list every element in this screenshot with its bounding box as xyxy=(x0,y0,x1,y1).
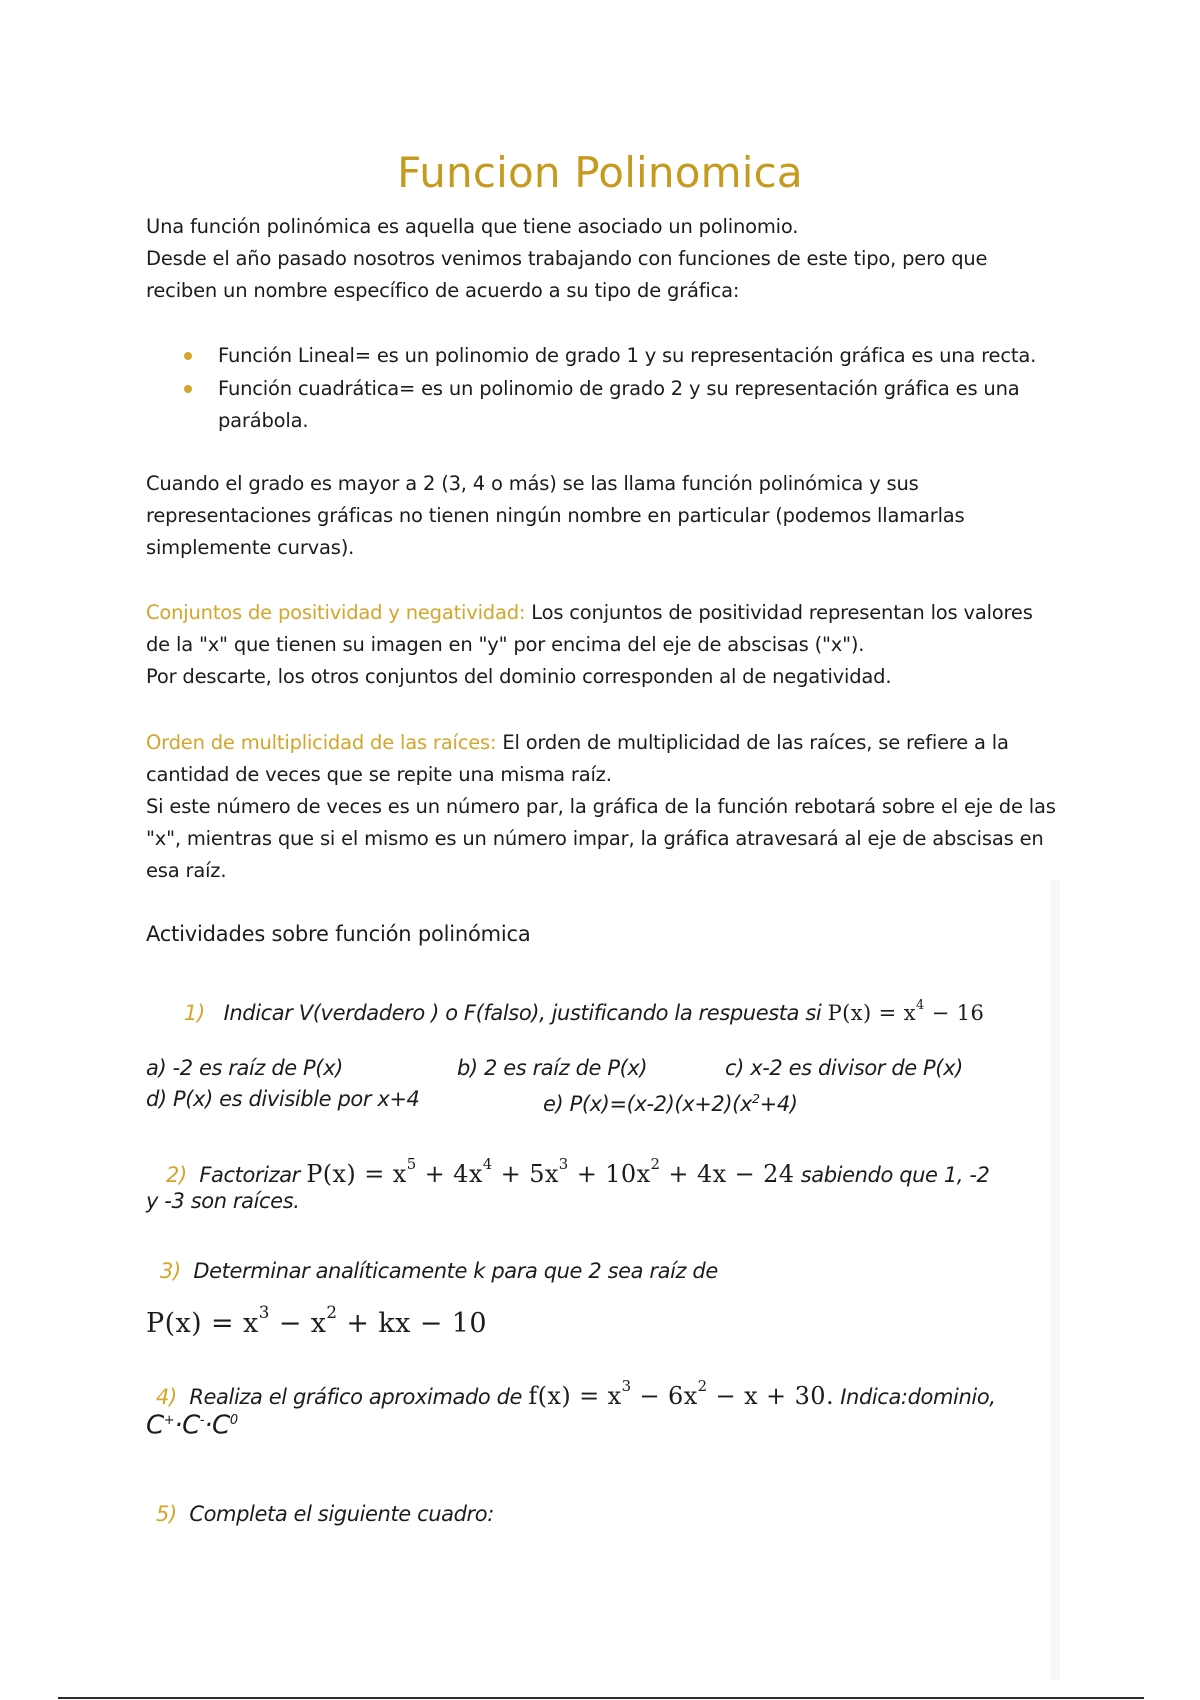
math-expression: $f(x) = x^3 - 6x^2 - x + 30$. xyxy=(528,1377,834,1410)
orden-line: Si este número de veces es un número par, la gráfica de la función rebotará sobre el eje de las xyxy=(146,795,1056,818)
grado-line: representaciones gráficas no tienen ningún nombre en particular (podemos llamarlas xyxy=(146,504,965,527)
bullet-line: parábola. xyxy=(218,409,309,432)
option-e: e) $P(x)=(x-2)(x+2)(x^2+4)$ xyxy=(543,1091,798,1116)
bullet-linear: Función Lineal= es un polinomio de grado 1 y su representación gráfica es una recta. xyxy=(218,344,1037,367)
orden-text: El orden de multiplicidad de las raíces, se refiere a la xyxy=(496,731,1009,754)
orden-line: "x", mientras que si el mismo es un número impar, la gráfica atravesará al eje de abscisas en xyxy=(146,827,1044,850)
intro-line: Una función polinómica es aquella que tiene asociado un polinomio. xyxy=(146,215,799,238)
conjuntos-label: Conjuntos de positividad y negatividad: xyxy=(146,601,526,624)
activity-3 xyxy=(160,1255,1090,1287)
bullet-quadratic xyxy=(218,373,1058,437)
activity-number: 3) xyxy=(160,1259,181,1283)
activity-text: Factorizar xyxy=(199,1163,300,1187)
activity-1 xyxy=(184,993,1114,1029)
activity-2-line2: y -3 son raíces. xyxy=(146,1189,300,1213)
conjuntos-text: Los conjuntos de positividad representan los valores xyxy=(525,601,1033,624)
activity-text: Determinar analíticamente k para que 2 sea raíz de xyxy=(193,1259,718,1283)
math-expression: $P(x) = x^5 + 4x^4 + 5x^3 + 10x^2 + 4x - 24$ xyxy=(306,1155,795,1188)
conjuntos-paragraph xyxy=(146,597,1076,693)
option-d: d) P(x) es divisible por x+4 xyxy=(146,1087,420,1111)
grado-line: simplemente curvas). xyxy=(146,536,355,559)
conjuntos-line: de la "x" que tienen su imagen en "y" por encima del eje de abscisas ("x"). xyxy=(146,633,865,656)
orden-line: esa raíz. xyxy=(146,859,227,882)
intro-paragraph xyxy=(146,211,1076,307)
activity-text: Completa el siguiente cuadro: xyxy=(189,1502,494,1526)
orden-label: Orden de multiplicidad de las raíces: xyxy=(146,731,497,754)
activity-4-sets: $C^+\cdot C^-\cdot C^0$ xyxy=(146,1410,238,1441)
activity-3-formula xyxy=(146,1300,1076,1342)
bullet-dot xyxy=(184,385,192,393)
activity-text: Indica:dominio, xyxy=(833,1385,996,1409)
activity-number: 5) xyxy=(156,1502,177,1526)
orden-line: cantidad de veces que se repite una misma raíz. xyxy=(146,763,612,786)
orden-line xyxy=(146,727,1076,759)
math-expression: $P(x) = x^3 - x^2$ + kx − 10 xyxy=(146,1301,487,1339)
activity-5 xyxy=(156,1498,1086,1530)
intro-line: Desde el año pasado nosotros venimos trabajando con funciones de este tipo, pero que xyxy=(146,247,988,270)
intro-line: reciben un nombre específico de acuerdo a su tipo de gráfica: xyxy=(146,279,740,302)
orden-paragraph xyxy=(146,727,1076,887)
activity-number: 1) xyxy=(184,1001,205,1025)
activity-number: 2) xyxy=(166,1163,187,1187)
grado-line: Cuando el grado es mayor a 2 (3, 4 o más) se las llama función polinómica y sus xyxy=(146,472,919,495)
grado-paragraph xyxy=(146,468,1076,564)
bottom-rule xyxy=(58,1697,1144,1699)
math-expression: $P(x) = x^4 - 16$ xyxy=(827,997,985,1025)
page-title: Funcion Polinomica xyxy=(397,148,803,197)
activity-number: 4) xyxy=(156,1385,177,1409)
conjuntos-line xyxy=(146,597,1076,629)
option-a: a) -2 es raíz de P(x) xyxy=(146,1056,343,1080)
activity-text: Indicar V(verdadero ) o F(falso), justificando la respuesta si xyxy=(223,1001,822,1025)
page-edge-shade xyxy=(1050,880,1060,1680)
activity-text: sabiendo que 1, -2 xyxy=(794,1163,990,1187)
conjuntos-line: Por descarte, los otros conjuntos del dominio corresponden al de negatividad. xyxy=(146,665,892,688)
activity-text: Realiza el gráfico aproximado de xyxy=(189,1385,523,1409)
option-c: c) x-2 es divisor de P(x) xyxy=(725,1056,963,1080)
option-b: b) 2 es raíz de P(x) xyxy=(457,1056,648,1080)
bullet-dot xyxy=(184,352,192,360)
bullet-line: Función cuadrática= es un polinomio de grado 2 y su representación gráfica es una xyxy=(218,377,1020,400)
actividades-heading: Actividades sobre función polinómica xyxy=(146,922,531,946)
